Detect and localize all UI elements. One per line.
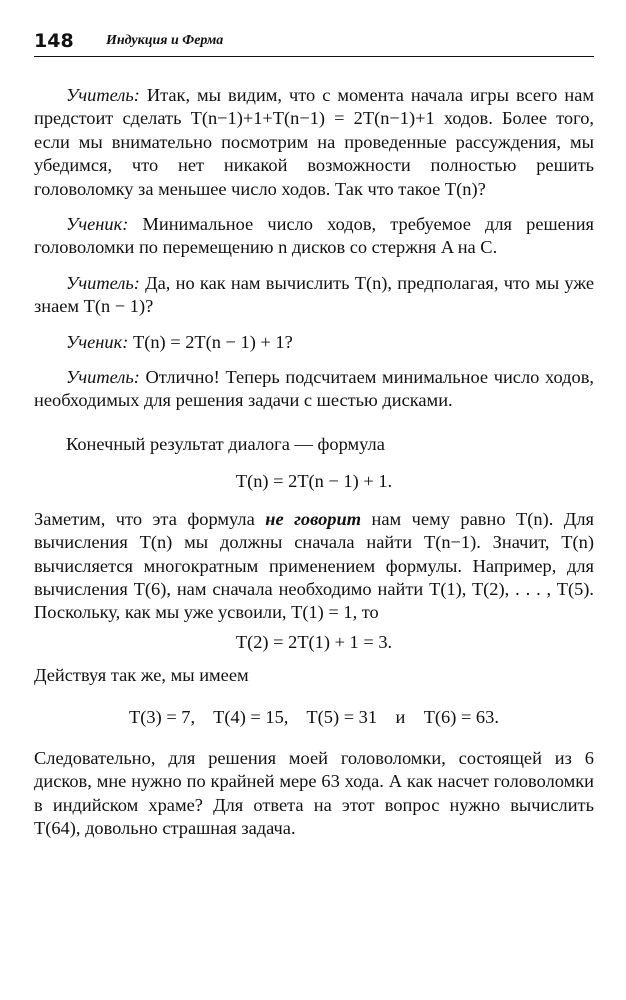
t2-formula: T(2) = 2T(1) + 1 = 3. <box>235 631 393 652</box>
dialogue-text: T(n) = 2T(n − 1) + 1? <box>132 331 293 352</box>
same-paragraph: Действуя так же, мы имеем <box>34 665 249 686</box>
dialogue-text: Итак, мы видим, что с момента начала игры всего нам предстоит сделать T(n−1)+1+T(n−1) = 2T(n−1)+1 ходов. Более того, если мы внимательно посмотрим на проведенные рассуждения, мы убедимся, что нет никакой возможности полностью решить головоломку за меньшее число ходов. Так что такое T(n)? <box>34 85 594 199</box>
speaker-label: Учитель: <box>66 85 140 105</box>
dialogue-line <box>34 331 594 354</box>
speaker-label: Ученик: <box>66 214 129 235</box>
main-formula: T(n) = 2T(n − 1) + 1. <box>235 471 393 492</box>
note-paragraph <box>34 508 594 625</box>
dialogue-line <box>34 84 594 201</box>
speaker-label: Учитель: <box>66 367 140 388</box>
dialogue-text: Минимальное число ходов, требуемое для решения головоломки по перемещению n дисков со стержня A на C. <box>34 214 594 258</box>
conclusion-paragraph: Следовательно, для решения моей головоломки, состоящей из 6 дисков, мне нужно по крайней мере 63 хода. А как насчет головоломки в индийском храме? Для ответа на этот вопрос нужно вычислить T(64), довольно страшная задача. <box>34 747 594 839</box>
page-number: 148 <box>34 30 74 52</box>
note-text-before: Заметим, что эта формула <box>34 508 266 529</box>
dialogue-line <box>34 213 594 260</box>
dialogue-text: Да, но как нам вычислить T(n), предполагая, что мы уже знаем T(n − 1)? <box>34 272 594 317</box>
speaker-label: Ученик: <box>66 331 129 352</box>
page-body <box>34 84 594 841</box>
result-paragraph: Конечный результат диалога — формула <box>66 433 385 454</box>
dialogue-text: Отлично! Теперь подсчитаем минимальное число ходов, необходимых для решения задачи с шестью дисками. <box>34 367 594 411</box>
note-text-after: нам чему равно T(n). Для вычисления T(n) мы должны сначала найти T(n−1). Значит, T(n) вычисляется многократным применением формулы. Например, для вычисления T(6), нам сначала необходимо найти T(1), T(2), . . . , T(5). Поскольку, как мы уже усвоили, T(1) = 1, то <box>34 508 594 623</box>
speaker-label: Учитель: <box>66 272 140 293</box>
values-formula: T(3) = 7, T(4) = 15, T(5) = 31 и T(6) = 63. <box>129 706 499 727</box>
page-header <box>34 30 594 57</box>
dialogue-line <box>34 366 594 413</box>
dialogue-line <box>34 272 594 319</box>
running-title: Индукция и Ферма <box>106 33 224 48</box>
emphasis-text: не говорит <box>265 508 362 529</box>
